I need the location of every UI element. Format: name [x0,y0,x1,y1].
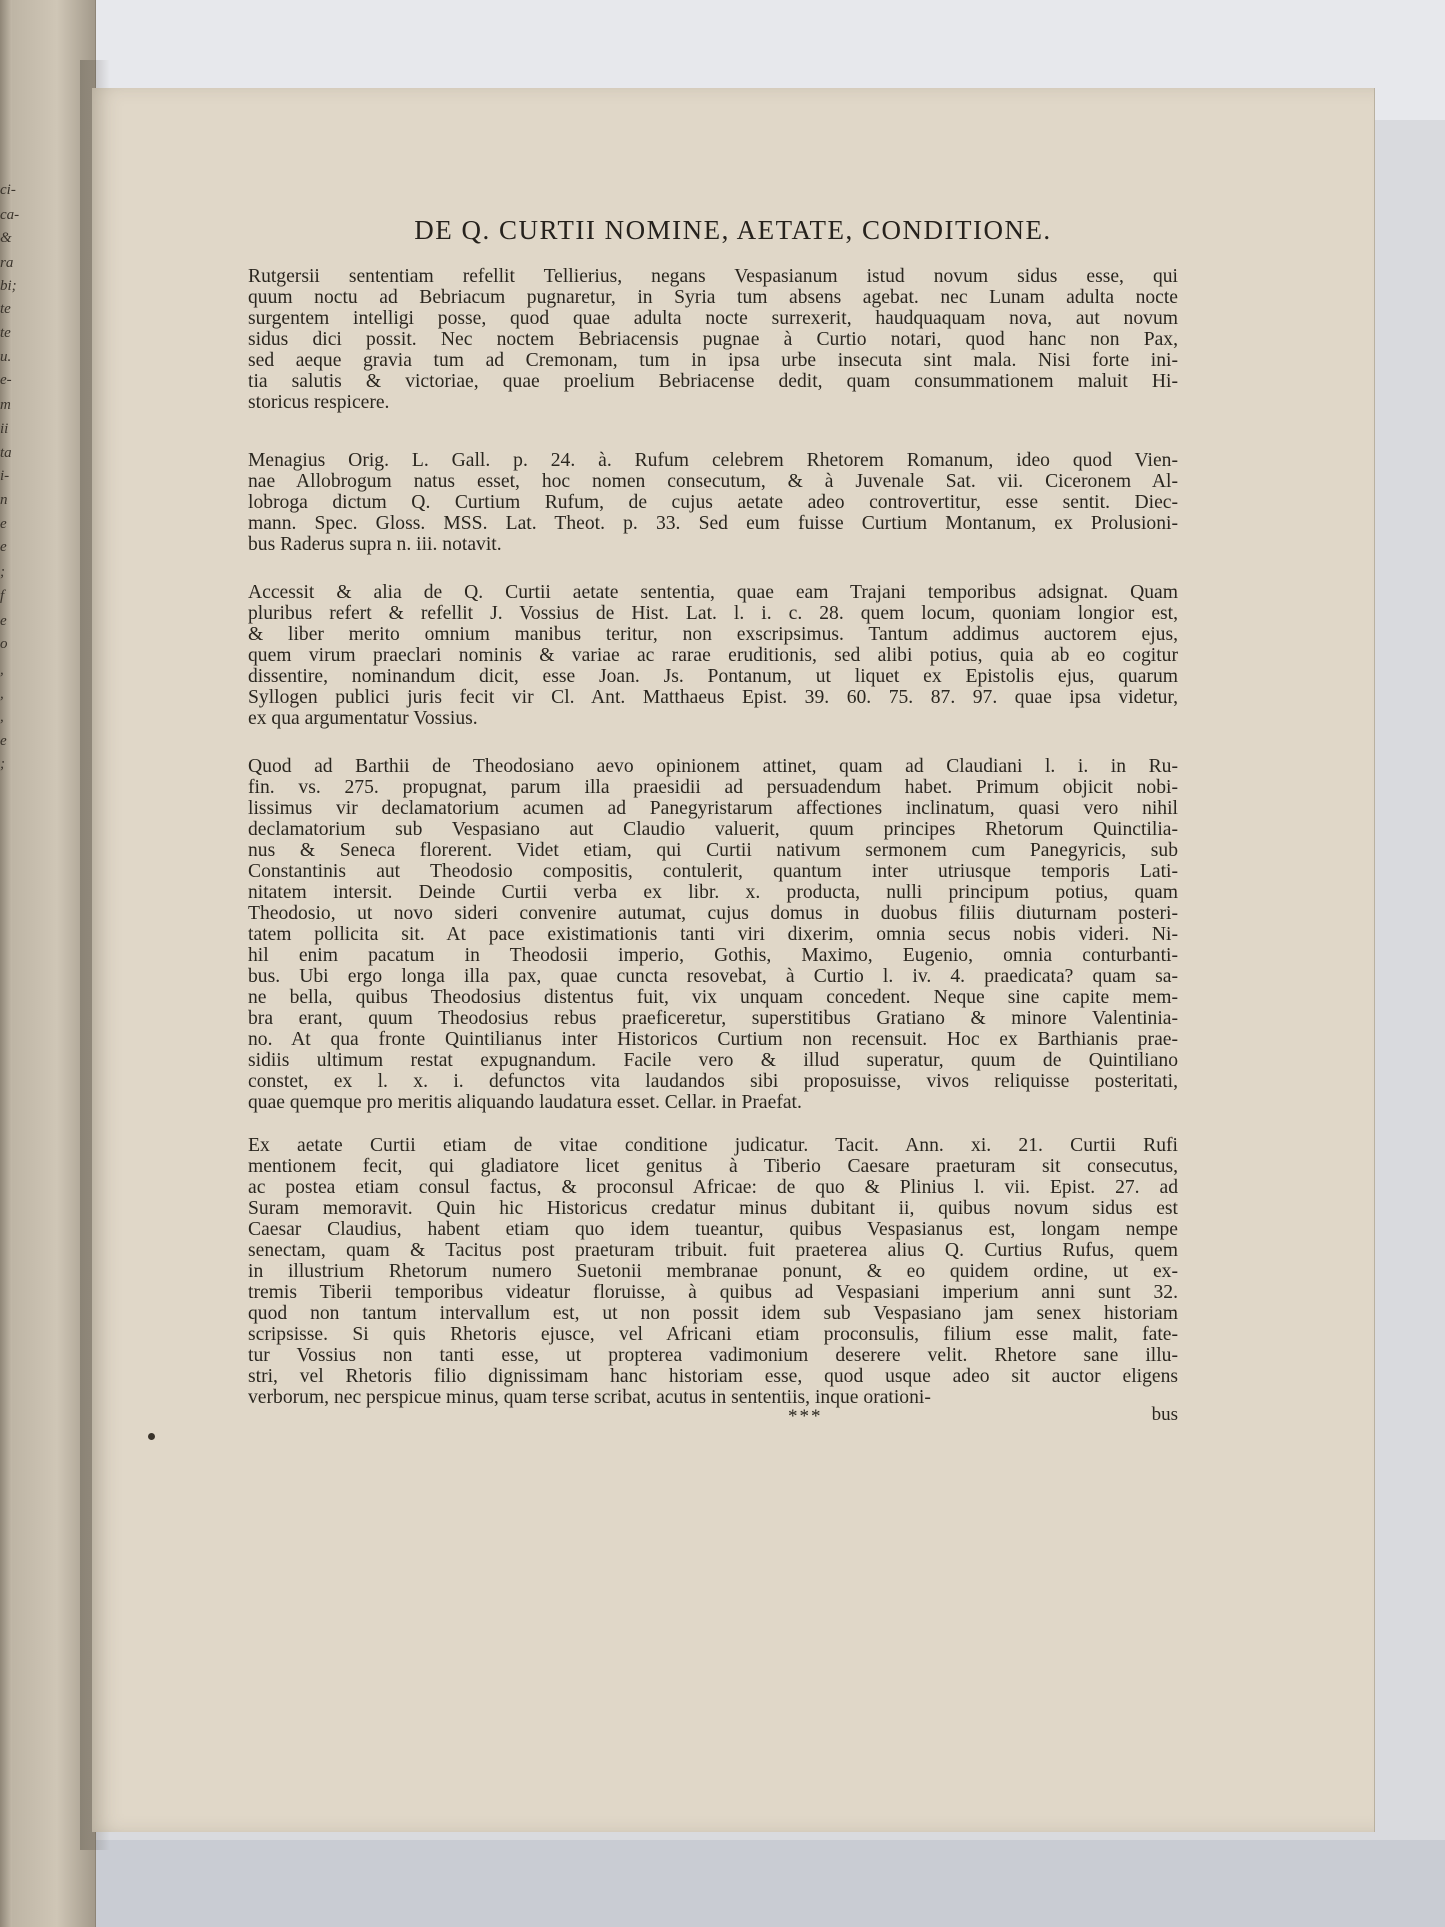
signature-mark: *** [788,1406,823,1427]
margin-fragment: ca- [0,207,20,223]
margin-fragment: ; [0,564,5,580]
paragraph-5 [248,1135,1178,1408]
text-line: quem virum praeclari nominis & variae ac rarae eruditionis, sed alibi potius, quia ab eo cogitur [248,645,1178,666]
text-line: Suram memoravit. Quin hic Historicus credatur minus dubitant ii, quibus novum sidus est [248,1198,1178,1219]
text-line: Ex aetate Curtii etiam de vitae conditione judicatur. Tacit. Ann. xi. 21. Curtii Rufi [248,1135,1178,1156]
text-line: quae quemque pro meritis aliquando laudatura esset. Cellar. in Praefat. [248,1092,802,1113]
text-line: nitatem intersit. Deinde Curtii verba ex libr. x. producta, nulli principum potius, quam [248,882,1178,903]
margin-fragment: ii [0,421,9,437]
paragraph-2 [248,450,1178,555]
text-line: stri, vel Rhetoris filio dignissimam hanc historiam esse, quod usque adeo sit auctor eligens [248,1366,1178,1387]
text-line: nae Allobrogum natus esset, hoc nomen consecutum, & à Juvenale Sat. vii. Ciceronem Al- [248,471,1178,492]
text-line: tur Vossius non tanti esse, ut propterea vadimonium deserere velit. Rhetore sane illu- [248,1345,1178,1366]
ink-spot [148,1433,155,1440]
margin-fragment: e [0,516,7,532]
margin-fragment: & [0,230,12,246]
text-line: tremis Tiberii temporibus videatur floruisse, à quibus ad Vespasiani imperium anni sunt 32. [248,1282,1178,1303]
text-line: Caesar Claudius, habent etiam quo idem tueantur, quibus Vespasianus est, longam nempe [248,1219,1178,1240]
backdrop-bottom [0,1840,1445,1927]
margin-fragment: o [0,636,8,652]
text-line: storicus respicere. [248,392,390,413]
text-line: ac postea etiam consul factus, & proconsul Africae: de quo & Plinius l. vii. Epist. 27. ad [248,1177,1178,1198]
text-line: sidus dici possit. Nec noctem Bebriacensis pugnae à Curtio notari, quod hanc non Pax, [248,329,1178,350]
text-line: constet, ex l. x. i. defunctos vita laudandos sibi proposuisse, vivos reliquisse posteritati, [248,1071,1178,1092]
text-line: sidiis ultimum restat expugnandum. Facile vero & illud superatur, quum de Quintiliano [248,1050,1178,1071]
text-line: mentionem fecit, qui gladiatore licet genitus à Tiberio Caesare praeturam sit consecutus, [248,1156,1178,1177]
text-line: scripsisse. Si quis Rhetoris ejusce, vel Africani etiam proconsulis, filium esse malit, fate- [248,1324,1178,1345]
text-line: Quod ad Barthii de Theodosiano aevo opinionem attinet, quam ad Claudiani l. i. in Ru- [248,756,1178,777]
text-line: lobroga dictum Q. Curtium Rufum, de cujus aetate adeo controvertitur, esse sentit. Diec- [248,492,1178,513]
text-line: bus Raderus supra n. iii. notavit. [248,534,502,555]
text-line: bra erant, quum Theodosius rebus praeficeretur, superstitibus Gratiano & minore Valentinia- [248,1008,1178,1029]
text-line: verborum, nec perspicue minus, quam terse scribat, acutus in sententiis, inque orationi- [248,1387,931,1408]
margin-fragment: , [0,662,4,678]
text-line: surgentem intelligi posse, quod quae adulta nocte surrexerit, haudquaquam nova, aut novum [248,308,1178,329]
text-line: fin. vs. 275. propugnat, parum illa praesidii ad persuadendum habet. Primum objicit nobi- [248,777,1178,798]
text-line: dissentire, nominandum dicit, esse Joan. Js. Pontanum, ut liquet ex Epistolis ejus, quarum [248,666,1178,687]
book-page [92,88,1375,1832]
paragraph-1 [248,266,1178,413]
text-line: Rutgersii sententiam refellit Tellierius, negans Vespasianum istud novum sidus esse, qui [248,266,1178,287]
text-line: ex qua argumentatur Vossius. [248,708,478,729]
page-footer [248,1404,1178,1426]
page-title: DE Q. CURTII NOMINE, AETATE, CONDITIONE. [414,215,1052,245]
text-line: & liber merito omnium manibus teritur, non exscripsimus. Tantum addimus auctorem ejus, [248,624,1178,645]
text-line: mann. Spec. Gloss. MSS. Lat. Theot. p. 33. Sed eum fuisse Curtium Montanum, ex Prolusioni- [248,513,1178,534]
margin-fragment: e [0,733,7,749]
text-line: Syllogen publici juris fecit vir Cl. Ant. Matthaeus Epist. 39. 60. 75. 87. 97. quae ipsa videtur, [248,687,1178,708]
text-line: sed aeque gravia tum ad Cremonam, tum in ipsa urbe insecuta sint mala. Nisi forte ini- [248,350,1178,371]
paragraph-3 [248,582,1178,729]
text-line: Theodosio, ut novo sideri convenire autumat, cujus domus in duobus filiis diuturnam posteri- [248,903,1178,924]
margin-fragment: e- [0,372,12,388]
margin-fragment: f [0,588,5,604]
text-line: no. At qua fronte Quintilianus inter Historicos Curtium non recensuit. Hoc ex Barthianis prae- [248,1029,1178,1050]
text-line: nus & Seneca florerent. Videt etiam, qui Curtii nativum sermonem cum Panegyricis, sub [248,840,1178,861]
text-line: hil enim pacatum in Theodosii imperio, Gothis, Maximo, Eugenio, omnia conturbanti- [248,945,1178,966]
paragraph-4 [248,756,1178,1113]
text-line: quum noctu ad Bebriacum pugnaretur, in Syria tum absens agebat. nec Lunam adulta nocte [248,287,1178,308]
margin-fragment: ta [0,445,12,461]
text-line: tia salutis & victoriae, quae proelium Bebriacense dedit, quam consummationem maluit Hi- [248,371,1178,392]
text-line: senectam, quam & Tacitus post praeturam tribuit. fuit praeterea alius Q. Curtius Rufus, quem [248,1240,1178,1261]
text-line: tatem pollicita sit. At pace existimationis tanti viri dixerim, omnia secus nobis videri. Ni- [248,924,1178,945]
text-line: quod non tantum intervallum est, ut non possit idem sub Vespasiano jam senex historiam [248,1303,1178,1324]
text-line: ne bella, quibus Theodosius distentus fuit, vix unquam concedent. Neque sine capite mem- [248,987,1178,1008]
margin-fragment: te [0,325,11,341]
text-line: lissimus vir declamatorium acumen ad Panegyristarum affectiones inclinatum, quasi vero nihil [248,798,1178,819]
margin-fragment: ra [0,255,14,271]
text-line: Accessit & alia de Q. Curtii aetate sententia, quae eam Trajani temporibus adsignat. Quam [248,582,1178,603]
margin-fragment: e [0,539,7,555]
margin-fragment: bi; [0,278,17,294]
margin-fragment: n [0,492,8,508]
text-line: Menagius Orig. L. Gall. p. 24. à. Rufum celebrem Rhetorem Romanum, ideo quod Vien- [248,450,1178,471]
text-line: pluribus refert & refellit J. Vossius de Hist. Lat. l. i. c. 28. quem locum, quoniam longior est, [248,603,1178,624]
margin-fragment: te [0,301,11,317]
margin-fragment: , [0,686,4,702]
catchword: bus [1151,1404,1178,1425]
text-line: declamatorium sub Vespasiano aut Claudio valuerit, quum principes Rhetorum Quinctilia- [248,819,1178,840]
margin-fragment: u. [0,349,12,365]
margin-fragment: m [0,397,11,413]
margin-fragment: e [0,613,7,629]
margin-fragment: ; [0,756,5,772]
margin-fragment: i- [0,468,10,484]
text-line: bus. Ubi ergo longa illa pax, quae cuncta resovebat, à Curtio l. iv. 4. praedicata? quam sa- [248,966,1178,987]
text-line: Constantinis aut Theodosio compositis, contulerit, quantum inter utriusque temporis Lati- [248,861,1178,882]
text-line: in illustrium Rhetorum numero Suetonii membranae ponunt, & eo quidem ordine, ut ex- [248,1261,1178,1282]
margin-fragment: , [0,709,4,725]
margin-fragment: ci- [0,182,16,198]
